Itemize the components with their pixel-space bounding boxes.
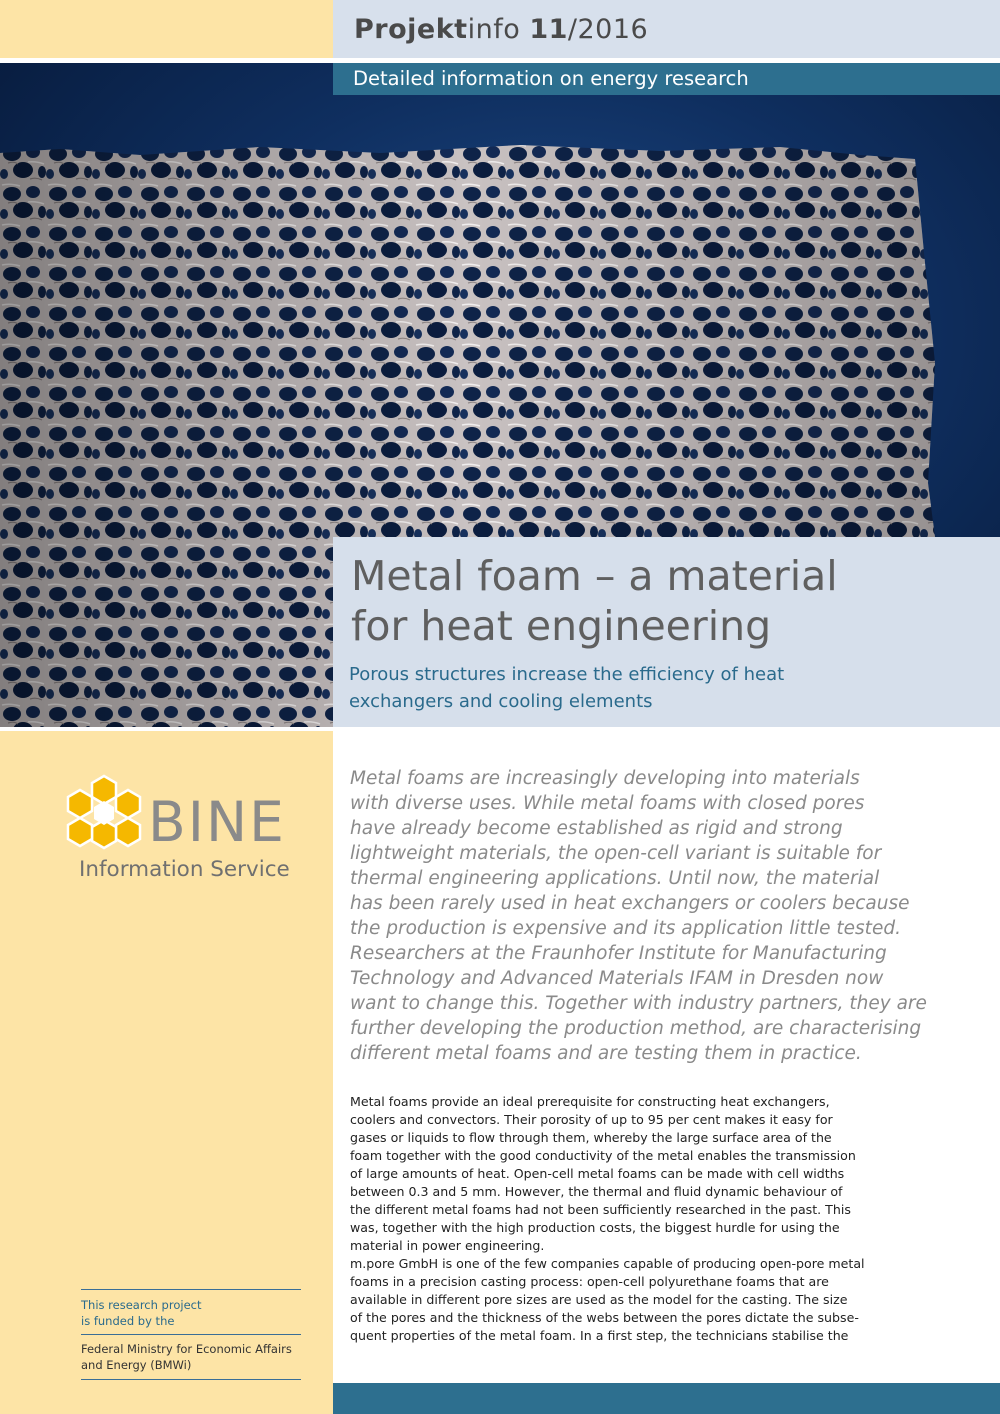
intro-line: lightweight materials, the open-cell variant is suitable for (350, 843, 882, 864)
intro-line: want to change this. Together with industry partners, they are (350, 993, 927, 1014)
main-title-line-1: Metal foam – a material (351, 552, 838, 600)
funding-rule-top (81, 1289, 301, 1290)
subheading-line-1: Porous structures increase the efficiency of heat (349, 664, 785, 685)
body-line: of large amounts of heat. Open-cell metal foams can be made with cell widths (350, 1166, 845, 1181)
body-line: coolers and convectors. Their porosity of up to 95 per cent makes it easy for (350, 1112, 833, 1127)
header-left-panel (0, 0, 333, 58)
intro-line: Technology and Advanced Materials IFAM in Dresden now (350, 968, 884, 989)
intro-line: Metal foams are increasingly developing into materials (350, 768, 860, 789)
intro-line: Researchers at the Fraunhofer Institute for Manufacturing (350, 943, 887, 964)
funding-rule-middle (81, 1334, 301, 1335)
body-line: of the pores and the thickness of the webs between the pores dictate the subse- (350, 1310, 859, 1325)
body-line: foam together with the good conductivity of the metal enables the transmission (350, 1148, 856, 1163)
hexagon-flower-icon (64, 774, 144, 854)
body-line: quent properties of the metal foam. In a first step, the technicians stabilise the (350, 1328, 849, 1343)
main-title-line-2: for heat engineering (351, 602, 772, 650)
bine-logo-tagline: Information Service (79, 857, 290, 882)
intro-line: with diverse uses. While metal foams with closed pores (350, 793, 865, 814)
body-line: Metal foams provide an ideal prerequisite for constructing heat exchangers, (350, 1094, 830, 1109)
body-line: the different metal foams had not been sufficiently researched in the past. This (350, 1202, 851, 1217)
intro-line: have already become established as rigid and strong (350, 818, 843, 839)
body-line: gases or liquids to flow through them, whereby the large surface area of the (350, 1130, 832, 1145)
ministry-line-1: Federal Ministry for Economic Affairs (81, 1342, 292, 1356)
projektinfo-issue-label: Projektinfo 11/2016 (354, 14, 649, 45)
body-line: available in different pore sizes are used as the model for the casting. The size (350, 1292, 848, 1307)
intro-line: thermal engineering applications. Until now, the material (350, 868, 880, 889)
body-line: was, together with the high production costs, the biggest hurdle for using the (350, 1220, 840, 1235)
intro-line: further developing the production method, are characterising (350, 1018, 922, 1039)
funding-line-1: This research project (81, 1298, 202, 1312)
body-line: foams in a precision casting process: open-cell polyurethane foams that are (350, 1274, 829, 1289)
body-line: between 0.3 and 5 mm. However, the thermal and fluid dynamic behaviour of (350, 1184, 843, 1199)
funding-line-2: is funded by the (81, 1314, 175, 1328)
bine-logo-text: BINE (148, 790, 286, 854)
intro-line: different metal foams and are testing them in practice. (350, 1043, 862, 1064)
intro-line: has been rarely used in heat exchangers or coolers because (350, 893, 910, 914)
ministry-line-2: and Energy (BMWi) (81, 1358, 192, 1372)
funding-rule-bottom (81, 1379, 301, 1380)
footer-bar (333, 1383, 1000, 1414)
subtitle-bar: Detailed information on energy research (333, 63, 1000, 95)
body-line: material in power engineering. (350, 1238, 545, 1253)
intro-line: the production is expensive and its application little tested. (350, 918, 901, 939)
subheading-line-2: exchangers and cooling elements (349, 691, 653, 712)
body-line: m.pore GmbH is one of the few companies capable of producing open-pore metal (350, 1256, 865, 1271)
